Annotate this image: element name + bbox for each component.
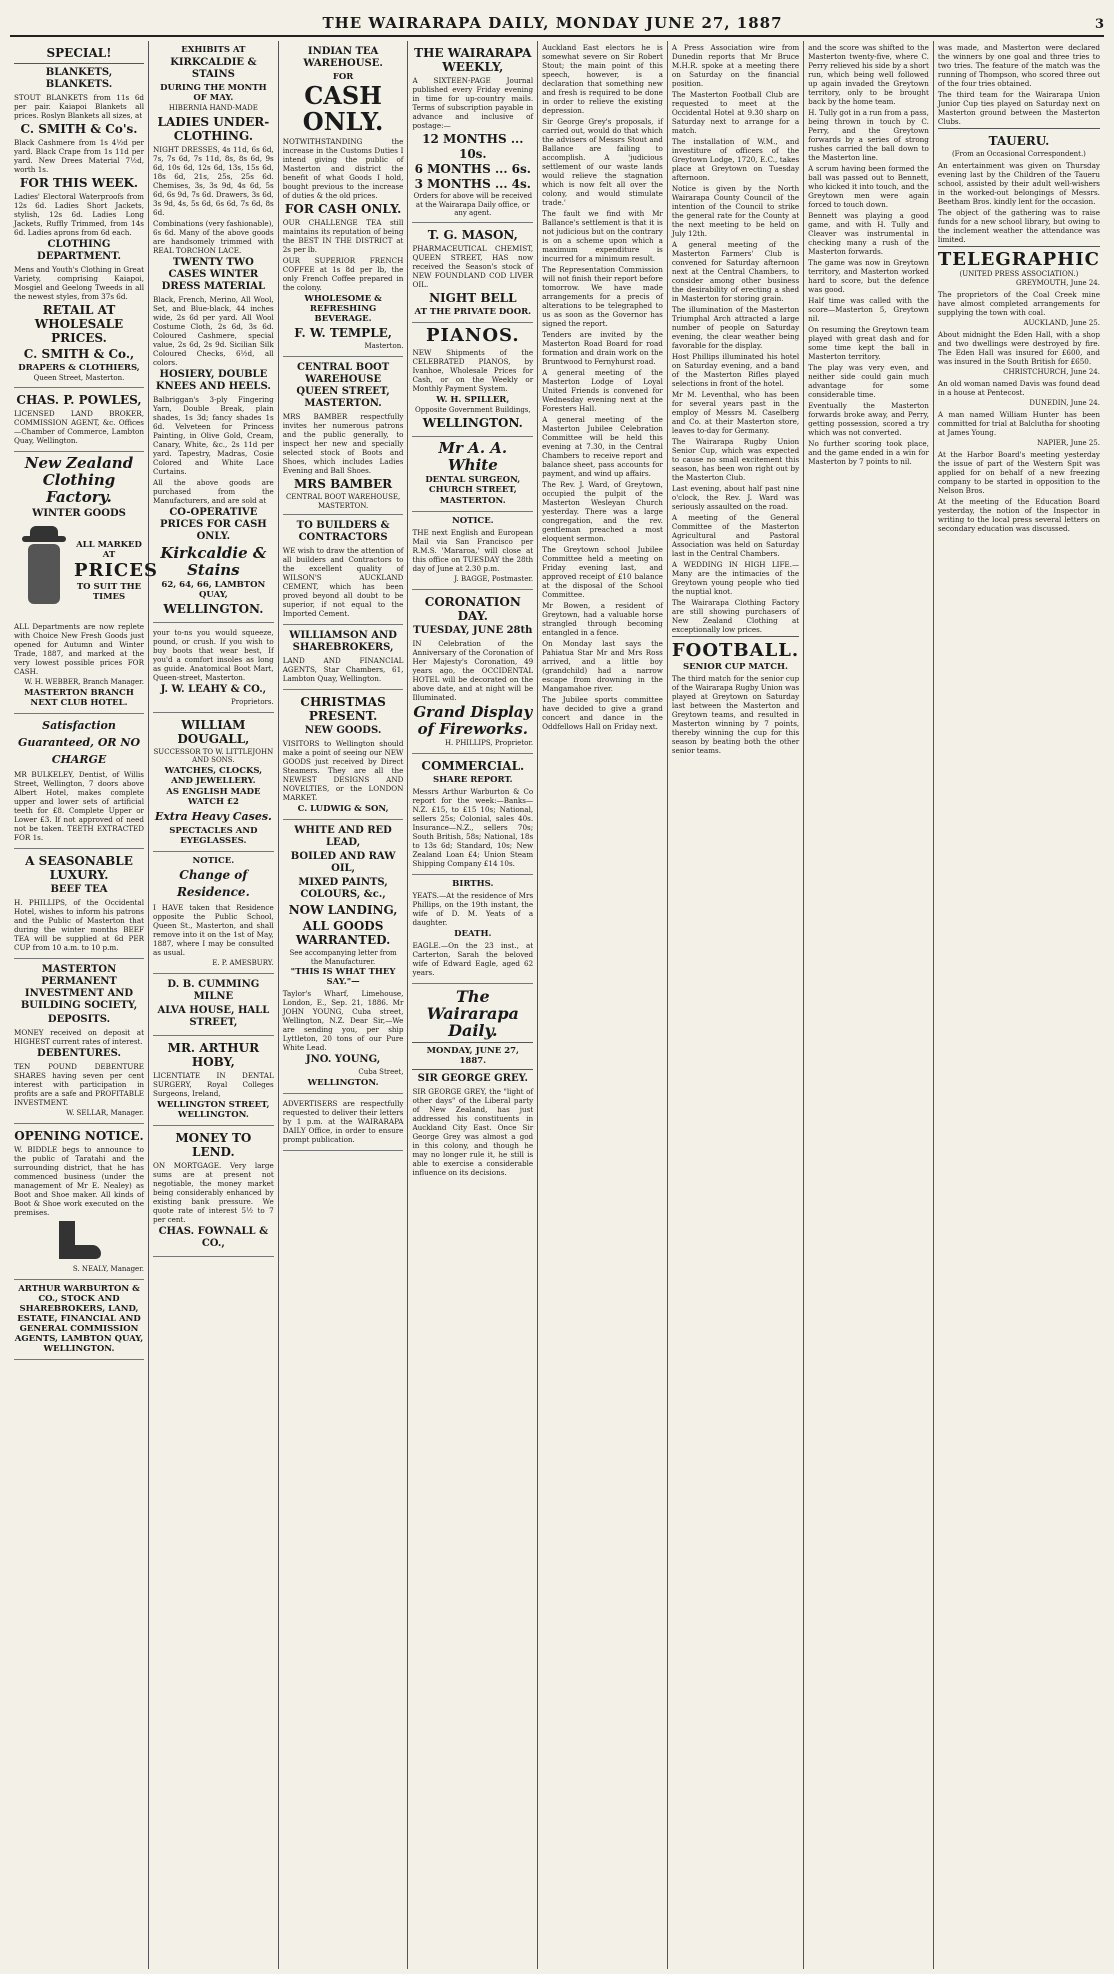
- tauru-section: [938, 128, 1100, 159]
- exhibits: EXHIBITS AT: [181, 45, 246, 55]
- kirkcaldie-heading: KIRKCALDIE & STAINS: [170, 57, 257, 80]
- cooperative-heading: CO-OPERATIVE PRICES FOR CASH ONLY.: [159, 506, 267, 542]
- suit-times: TO SUIT THE TIMES: [76, 581, 142, 602]
- dougall-name: WILLIAM DOUGALL,: [177, 717, 250, 746]
- daily-logo: The Wairarapa Daily.: [426, 987, 519, 1040]
- col5-para-12: The Jubilee sports committee have decided to give a grand concert and dance in the Oddfellows Hall on Friday next.: [542, 695, 663, 731]
- opening-heading: OPENING NOTICE.: [14, 1128, 144, 1143]
- for-cash-heading: FOR CASH ONLY.: [284, 202, 402, 216]
- williamson-ad: [283, 625, 404, 690]
- col7-para-1: and the score was shifted to the Masterton twenty-five, where C. Perry relieved his side by a short run, which being well followed up again invaded the Greytown territory, only to be brought back by the home team.: [808, 43, 929, 106]
- clothing-text: Mens and Youth's Clothing in Great Variety, comprising Kaiapoi, Mosgiel and Geelong Tweeds in all the newest styles, from 37s 6d.: [14, 265, 144, 301]
- biddle-text: W. BIDDLE begs to announce to the public of Taratahi and the surrounding district, that he has commenced business (under the management of Mr E. Nealey) as Boot and Shoe maker. All kinds of Boot & Shoe work executed on the premises.: [14, 1144, 144, 1217]
- blankets-heading: BLANKETS, BLANKETS.: [45, 67, 113, 90]
- special-heading: SPECIAL!: [46, 46, 112, 60]
- rate-1: 12 MONTHS ... 10s.: [422, 132, 524, 161]
- col7-para-5: The game was now in Greytown territory, and Masterton worked hard to score, but the defence was good.: [808, 258, 929, 294]
- succeeding-line: SUCCESSOR TO W. LITTLEJOHN AND SONS.: [153, 747, 274, 764]
- warburton-text: ARTHUR WARBURTON & CO., STOCK AND SHAREBROKERS, LAND, ESTATE, FINANCIAL AND GENERAL COMMISSION AGENTS, LAMBTON QUAY, WELLINGTON.: [14, 1283, 144, 1354]
- col8-para-2: The third team for the Wairarapa Union Junior Cup ties played on Saturday next on Masterton ground between the Masterton Clubs.: [937, 90, 1100, 126]
- extra-heavy: Extra Heavy Cases.: [154, 809, 272, 823]
- money-text: ON MORTGAGE. Very large sums are at present not negotiable, the money market being considerably enhanced by existing bank pressure. We quote rate of interest 5½ to 7 per cent.: [153, 1160, 274, 1224]
- white-name: Mr A. A. White: [438, 439, 508, 474]
- football-text: The third match for the senior cup of the Wairarapa Rugby Union was played at Greytown on Saturday last between the Masterton and Greytown teams, and resulted in Masterton winning by 7 points, thereby winning the cup for this season by beating both the other senior teams.: [671, 674, 800, 755]
- queen-street-line: Queen Street, Masterton.: [33, 374, 125, 382]
- column-6: [668, 41, 804, 1969]
- lead-ad: [283, 820, 404, 1094]
- lambton-line: 62, 64, 66, LAMBTON QUAY,: [161, 579, 266, 600]
- napier-text-2: At the meeting of the Education Board yesterday, the notion of the Inspector in writing to the local press several letters on secondary education was discussed.: [937, 497, 1100, 533]
- column-3: [279, 41, 409, 1969]
- kirkcaldie-logo: Kirkcaldie & Stains: [160, 543, 267, 579]
- debentures-heading: DEBENTURES.: [37, 1047, 121, 1059]
- death-text: EAGLE.—On the 23 inst., at Carterton, Sarah the beloved wife of Edward Eagle, aged 62 years.: [412, 941, 534, 977]
- letter-text: Taylor's Wharf, Limehouse, London, E., Sep. 21, 1886. Mr JOHN YOUNG, Cuba street, Wellington, N.Z. Dear Sir,—We are sending you, per ship Lyttleton, 20 tons of our Pure White Lead.: [282, 989, 404, 1052]
- col6-para-11: A meeting of the General Committee of the Masterton Agricultural and Pastoral Association was held on Saturday last in the Central Chambers.: [671, 513, 800, 558]
- column-7: [804, 41, 934, 1969]
- central-boot-heading: CENTRAL BOOT WAREHOUSE QUEEN STREET, MASTERTON.: [296, 362, 390, 409]
- notice-heading: NOTICE.: [192, 855, 235, 866]
- orders-text: Orders for above will be received at the Wairarapa Daily office, or any agent.: [413, 192, 533, 217]
- tuesday-line: TUESDAY, JUNE 28th: [413, 625, 533, 636]
- smith-name: C. SMITH & Co's.: [20, 122, 138, 136]
- cumming-ad: [153, 974, 274, 1036]
- warburton-ad: [14, 1280, 144, 1360]
- society-heading: MASTERTON PERMANENT INVESTMENT AND BUILDING SOCIETY,: [20, 963, 138, 1011]
- col5-para-9: The Greytown school Jubilee Committee held a meeting on Friday evening last, and approved receipt of £10 balance at the disposal of the School Committee.: [542, 545, 663, 599]
- rate-3: 3 MONTHS ... 4s.: [414, 177, 531, 191]
- powles-text: LICENSED LAND BROKER, COMMISSION AGENT, &c. Offices—Chamber of Commerce, Lambton Quay, Wellington.: [14, 408, 144, 445]
- greymouth-text: The proprietors of the Coal Creek mine have almost completed arrangements for supplying the town with coal.: [937, 290, 1100, 317]
- col6-para-7: Host Phillips illuminated his hotel on Saturday evening, and a band of the Masterton Rifles played selections in front of the hotel.: [671, 352, 800, 388]
- cuba-street: Cuba Street,: [358, 1068, 404, 1076]
- col5-para-10: Mr Bowen, a resident of Greytown, had a valuable horse strangled through becoming entangled in a fence.: [542, 601, 663, 637]
- col7-para-10: No further scoring took place, and the game ended in a win for Masterton by 7 points to nil.: [808, 439, 929, 466]
- col6-para-9: The Wairarapa Rugby Union Senior Cup, which was expected to cause no small excitement this season, has been won right out by the Masterton Club.: [671, 437, 800, 482]
- retail-heading: RETAIL AT WHOLESALE PRICES.: [34, 303, 124, 345]
- mail-notice: [412, 512, 533, 590]
- pianos-text: NEW Shipments of the CELEBRATED PIANOS, by Ivanhoe, Wholesale Prices for Cash, or on the Weekly or Monthly Payment System.: [412, 347, 534, 393]
- col6-para-6: The illumination of the Masterton Triumphal Arch attracted a large number of people on Saturday evening, the clear weather being favorable for the display.: [671, 305, 800, 350]
- col7-para-4: Bennett was playing a good game, and with H. Tully and Cleaver was instrumental in checking many a rush of the Masterton forwards.: [808, 211, 929, 256]
- alva-house: ALVA HOUSE, HALL STREET,: [157, 1004, 270, 1028]
- notices-section: [412, 875, 533, 984]
- telegraphic-heading: TELEGRAPHIC: [937, 248, 1100, 270]
- week-text: Ladies' Electoral Waterproofs from 12s 6d. Ladies Short Jackets, stylish, 12s 6d. Ladies Long Jackets, Ruffly Trimmed, from 14s 6d. Ladies aprons from 6d each.: [14, 192, 144, 237]
- crapes-text: Black Cashmere from 1s 4½d per yard. Black Crape from 1s 11d per yard. New Drees Material 7½d, worth 1s.: [14, 138, 144, 174]
- debentures-text: TEN POUND DEBENTURE SHARES having seven per cent interest with participation in profits are a safe and PROFITABLE INVESTMENT.: [14, 1061, 144, 1107]
- residence-ad: [153, 852, 274, 974]
- hosiery-text: Balbriggan's 3-ply Fingering Yarn, Double Break, plain shades, 1s 3d; fancy shades 1s 6d. Velveteen for Princess Painting, in Olive Gold, Cream, Canary, White, &c., 2s 11d per yard. Tapestry, Madras, Cosie Colored and White Lace Curtains.: [153, 394, 274, 476]
- all-above-text: All the above goods are purchased from the Manufacturers, and are sold at: [153, 477, 274, 505]
- williamson-heading: WILLIAMSON AND SHAREBROKERS,: [289, 630, 397, 653]
- pianos-heading: PIANOS.: [425, 324, 520, 346]
- winter-goods: WINTER GOODS: [32, 507, 126, 519]
- col5-para-8: The Rev. J. Ward, of Greytown, occupied the pulpit of the Masterton Wesleyan Church yesterday. There was a large congregation, and the rev. gentleman preached a most eloquent sermon.: [542, 480, 663, 543]
- advertisers-text: ADVERTISERS are respectfully requested to deliver their letters by 1 p.m. at the WAIRARAPA DAILY Office, in order to ensure prompt publication.: [282, 1099, 404, 1144]
- builders-heading: TO BUILDERS & CONTRACTORS: [296, 520, 390, 543]
- napier-dateline: NAPIER, June 25.: [1037, 439, 1100, 447]
- hoby-text: LICENTIATE IN DENTAL SURGERY, Royal Colleges Surgeons, Ireland,: [153, 1070, 274, 1098]
- leahy-text: your to-ns you would squeeze, pound, or crush. If you wish to buy boots that wear best, If you'd a comfort insoles as long as guide. Anatomical Boot Mart, Queen-street, Masterton.: [153, 627, 274, 682]
- column-5: [538, 41, 668, 1969]
- boot-icon: [49, 1221, 109, 1261]
- hoby-loc: WELLINGTON STREET, WELLINGTON.: [157, 1099, 270, 1120]
- share-text: Messrs Arthur Warburton & Co report for the week:—Banks—N.Z. £15, to £15 10s; National, sellers 25s; Colonial, sales 40s. Insurance—N.Z., sellers 70s; South British, 58s; National, 18s to 13s 6d; Standard, 10s; New Zealand Loan £4; Union Steam Shipping Company £14 10s.: [412, 787, 534, 868]
- weekly-heading: THE WAIRARAPA WEEKLY,: [414, 46, 532, 74]
- dunedin-dateline: DUNEDIN, June 24.: [1029, 399, 1100, 407]
- fireworks-heading: Grand Display of Fireworks.: [413, 703, 533, 738]
- column-4: [408, 41, 538, 1969]
- money-ad: [153, 1126, 274, 1257]
- clothing-dept-heading: CLOTHING DEPARTMENT.: [37, 239, 121, 262]
- spiller-name: W. H. SPILLER,: [436, 394, 510, 405]
- col6-para-3: The installation of W.M., and investiture of officers of the Greytown Lodge, 1720, E.C., takes place at Greytown on Tuesday afternoon.: [671, 137, 800, 182]
- wellington-2: WELLINGTON.: [422, 416, 523, 430]
- nz-factory-line1: New Zealand: [24, 453, 134, 472]
- beef-tea-ad: [14, 849, 144, 959]
- ladies-under-heading: LADIES UNDER-CLOTHING.: [157, 114, 270, 143]
- dunedin-text: A man named William Hunter has been committed for trial at Balclutha for shooting at James Young.: [937, 410, 1100, 437]
- col7-para-8: The play was very even, and neither side could gain much advantage for some considerable time.: [808, 363, 929, 399]
- sir-george-heading: SIR GEORGE GREY.: [417, 1073, 528, 1084]
- hoby-name: MR. ARTHUR HOBY,: [167, 1040, 260, 1069]
- united-press: (UNITED PRESS ASSOCIATION.): [959, 269, 1079, 278]
- masthead: [10, 6, 1104, 37]
- kirkcaldie-ad: [153, 41, 274, 623]
- deposits-text: MONEY received on deposit at HIGHEST current rates of interest.: [14, 1027, 144, 1046]
- powles-ad: [14, 388, 144, 452]
- white-ad: [412, 437, 533, 512]
- temple-name: F. W. TEMPLE,: [294, 326, 392, 340]
- this-what: "THIS IS WHAT THEY SAY."—: [290, 967, 396, 987]
- temple-loc: Masterton.: [364, 342, 404, 350]
- cement-ad: [283, 515, 404, 625]
- weekly-ad: [412, 41, 533, 223]
- residence-text: I HAVE taken that Residence opposite the Public School, Queen St., Masterton, and shall remove into it on the 1st of May, 1887, where I may be consulted as usual.: [153, 902, 274, 957]
- phillips-sign: H. PHILLIPS, Proprietor.: [444, 739, 534, 747]
- beef-tea-heading: BEEF TEA: [50, 883, 108, 895]
- share-report-heading: SHARE REPORT.: [432, 775, 513, 785]
- col5-para-6: A general meeting of the Masterton Lodge of Loyal United Friends is convened for Wednesday evening next at the Foresters Hall.: [542, 368, 663, 413]
- col7-para-3: A scrum having been formed the ball was passed out to Bennett, who kicked it into touch, and the Greytown men were again forced to touch down.: [808, 164, 929, 209]
- white-lead: WHITE AND RED LEAD,: [294, 825, 392, 848]
- spectacles-line: SPECTACLES AND EYEGLASSES.: [169, 825, 258, 846]
- hosiery-heading: HOSIERY, DOUBLE KNEES AND HEELS.: [155, 368, 271, 392]
- christmas-heading: CHRISTMAS PRESENT.: [300, 695, 386, 723]
- dentist-text: MR BULKELEY, Dentist, of Willis Street, Wellington, 7 doors above Albert Hotel, makes complete upper and lower sets of artificial teeth for £8. Complete Upper or Lower £3. If not approved of need not be taken. TEETH EXTRACTED FOR 1s.: [14, 769, 144, 842]
- births-heading: BIRTHS.: [452, 879, 494, 889]
- tauru-heading: TAUERU.: [988, 134, 1050, 148]
- col6-para-12: A WEDDING IN HIGH LIFE.—Many are the intimacies of the Greytown young people who tied the nuptial knot.: [671, 560, 800, 596]
- phillips-text: H. PHILLIPS, of the Occidental Hotel, wishes to inform his patrons and the Public of Masterton that during the winter months BEEF TEA will be supplied at 6d PER CUP from 10 a.m. to 10 p.m.: [14, 897, 144, 952]
- factory-text: ALL Departments are now replete with Choice New Fresh Goods just opened for Autumn and Winter Trade, 1887, and marked at the very lowest possible prices FOR CASH.: [14, 621, 144, 676]
- col6-para-5: A general meeting of the Masterton Farmers' Club is convened for Saturday afternoon next at the Central Chambers, to consider among other business the desirability of erecting a shed in Masterton for storing grain.: [671, 240, 800, 303]
- opening-notice-ad: [14, 1124, 144, 1280]
- auckland-text: About midnight the Eden Hall, with a shop and two dwellings were destroyed by fire. The Eden Hall was insured for £600, and was insured in the South British for £650.: [937, 330, 1100, 366]
- advertisers-notice: [283, 1094, 404, 1151]
- postmaster-sign: J. BAGGE, Postmaster.: [454, 575, 534, 583]
- all-goods: ALL GOODS WARRANTED.: [295, 919, 391, 947]
- sellar-sign: W. SELLAR, Manager.: [66, 1108, 144, 1117]
- masthead-title: THE WAIRARAPA DAILY, MONDAY JUNE 27, 1887: [322, 14, 783, 32]
- auckland-dateline: AUCKLAND, June 25.: [1023, 319, 1100, 327]
- coronation-heading: CORONATION DAY.: [424, 595, 521, 623]
- christchurch-dateline: CHRISTCHURCH, June 24.: [1003, 368, 1100, 376]
- coronation-ad: [412, 590, 533, 754]
- tea-ad: [283, 41, 404, 357]
- christchurch-text: An old woman named Davis was found dead in a house at Pentecost.: [937, 379, 1100, 397]
- deposits-heading: DEPOSITS.: [47, 1013, 111, 1025]
- hibernia: HIBERNIA HAND-MADE: [168, 104, 258, 112]
- col6-para-8: Mr M. Leventhal, who has been for several years past in the employ of Messrs M. Caselberg and Co. at their Masterton store, leaves to-day for Germany.: [671, 390, 800, 435]
- col8-para-1: was made, and Masterton were declared the winners by one goal and three tries to two tries. The feature of the match was the running of Thompson, who scored three out of the four tries obtained.: [937, 43, 1100, 88]
- col5-para-5: Tenders are invited by the Masterton Road Board for road formation and drain work on the Bruntwood to Fernyhurst road.: [542, 330, 663, 366]
- senior-cup-heading: SENIOR CUP MATCH.: [683, 662, 788, 672]
- new-goods-heading: NEW GOODS.: [304, 725, 382, 736]
- col7-para-7: On resuming the Greytown team played with great dash and for some time kept the ball in Masterton territory.: [808, 325, 929, 361]
- cash-only-heading: CASH ONLY.: [302, 81, 384, 136]
- col7-para-9: Eventually the Masterton forwards broke away, and Perry, getting possession, scored a try which was not converted.: [808, 401, 929, 437]
- for-this-week-heading: FOR THIS WEEK.: [19, 176, 139, 190]
- new-goods-text: VISITORS to Wellington should make a point of seeing our NEW GOODS just received by Direct Steamers. They are all the NEWEST DESIGNS AND NOVELTIES, or the LONDON MARKET.: [282, 739, 404, 802]
- col7-para-6: Half time was called with the score—Masterton 5, Greytown nil.: [808, 296, 929, 323]
- smith-name-2: C. SMITH & Co.,: [23, 347, 135, 361]
- column-1: [10, 41, 158, 1969]
- next-club: MASTERTON BRANCH NEXT CLUB HOTEL.: [24, 687, 134, 708]
- watches-line: WATCHES, CLOCKS, AND JEWELLERY.: [164, 765, 263, 786]
- bamber-name: MRS BAMBER: [294, 477, 393, 491]
- divider: [412, 1042, 533, 1043]
- fownall-name: CHAS. FOWNALL & CO.,: [158, 1225, 269, 1249]
- page-number: 3: [1094, 17, 1104, 32]
- mixed-paints: MIXED PAINTS, COLOURS, &c.,: [298, 877, 388, 900]
- seasonable-heading: A SEASONABLE LUXURY.: [25, 853, 133, 882]
- young-wellington: WELLINGTON.: [307, 1078, 379, 1088]
- coronation-text: IN Celebration of the Anniversary of the Coronation of Her Majesty's Coronation, 49 years ago, the OCCIDENTAL HOTEL will be decorated on the above date, and at night will be Illuminated.: [412, 639, 534, 702]
- dress-heading: TWENTY TWO CASES WINTER DRESS MATERIAL: [161, 256, 266, 292]
- smith-ad: [14, 41, 144, 388]
- satisfaction-heading: Satisfaction Guaranteed, OR NO CHARGE: [17, 718, 141, 766]
- col7-para-2: H. Tully got in a run from a pass, being thrown in touch by C. Perry, and the Greytown forwards by a series of strong rushes carried the ball down to the Masterton line.: [808, 108, 929, 162]
- williamson-text: LAND AND FINANCIAL AGENTS, Star Chambers, 61, Lambton Quay, Wellington.: [282, 656, 404, 683]
- col6-para-4: Notice is given by the North Wairarapa County Council of the intention of the Council to strike the general rate for the County at the next meeting to be held on July 12th.: [671, 184, 800, 238]
- rate-2: 6 MONTHS ... 6s.: [414, 162, 531, 176]
- wholesome-line: WHOLESOME & REFRESHING BEVERAGE.: [304, 294, 382, 324]
- money-heading: MONEY TO LEND.: [175, 1130, 252, 1159]
- dress-text: Black, French, Merino, All Wool, Set, and Blue-black, 44 inches wide, 2s 6d per yard. All Wool Costume Cloth, 2s 6d, 3s 6d. Coloured Cashmere, special value, 2s 6d, 2s 9d. Sicilian Silk Coloured Checks, 6½d, all colors.: [153, 294, 274, 367]
- hoby-ad: [153, 1036, 274, 1126]
- dental-surgeon: DENTAL SURGEON, CHURCH STREET,: [425, 475, 521, 495]
- column-8: [934, 41, 1104, 1969]
- mason-text: PHARMACEUTICAL CHEMIST, QUEEN STREET, HAS now received the Season's stock of NEW FOUNDLAND COD LIVER OIL.: [412, 243, 534, 289]
- editorial-section: [412, 984, 533, 1177]
- combination-text: Combinations (very fashionable), 6s 6d. Many of the above goods are handsomely trimmed with REAL TORCHON LACE.: [153, 218, 274, 255]
- commercial-section: [412, 754, 533, 875]
- indian-tea-heading: INDIAN TEA WAREHOUSE.: [303, 46, 383, 69]
- change-residence: Change of Residence.: [176, 867, 250, 899]
- napier-text: At the Harbor Board's meeting yesterday the issue of part of the Western Spit was applied for on behalf of a new freezing company to be started in opposition to the Nelson Bros.: [937, 450, 1100, 495]
- columns: [10, 41, 1104, 1969]
- tauru-text-2: The object of the gathering was to raise funds for a new school library, but owing to the inclement weather the attendance was limited.: [937, 207, 1100, 244]
- for-word: FOR: [332, 72, 354, 82]
- factory-figure-row: [14, 522, 158, 620]
- weekly-text: A SIXTEEN-PAGE Journal published every Friday evening in time for up-country mails. Terms of subscription payable in advance and inclusive of postage:—: [412, 76, 534, 130]
- prices-word: PRICES: [74, 559, 158, 581]
- under-text: NIGHT DRESSES, 4s 11d, 6s 6d, 7s, 7s 6d, 7s 11d, 8s, 8s 6d, 9s 6d, 10s 6d, 12s 6d, 13s, 15s 6d, 18s 6d, 21s, 25s, 25s 6d. Chemises, 3s, 3s 9d, 4s 6d, 5s 6d, 6s 9d, 7s 6d. Drawers, 3s 6d, 3s 9d, 4s, 5s 6d, 6s 6d, 7s 6d, 8s 6d.: [153, 144, 274, 217]
- mason-ad: [412, 223, 533, 323]
- webber-sign: W. H. WEBBER, Branch Manager.: [24, 677, 144, 686]
- wellington-line: WELLINGTON.: [163, 601, 264, 616]
- greymouth-dateline: GREYMOUTH, June 24.: [1016, 279, 1100, 287]
- now-landing: NOW LANDING,: [288, 903, 398, 917]
- date-line: MONDAY, JUNE 27, 1887.: [426, 1046, 520, 1066]
- births-text: YEATS.—At the residence of Mrs Phillips, on the 19th instant, the wife of D. M. Yeats of a daughter.: [412, 891, 534, 927]
- builders-text: WE wish to draw the attention of all builders and Contractors to the excellent quality of WILSON'S AUCKLAND CEMENT, which has been proved beyond all doubt to be superior, if not equal to the Imported Cement.: [282, 546, 404, 618]
- col5-para-3: The fault we find with Mr Ballance's settlement is that it is not judicious but on the contrary is on a scheme upon which a maximum expenditure is incurred for a minimum result.: [542, 209, 663, 263]
- factory-side-text: [74, 539, 158, 603]
- proprietors-sign: Proprietors.: [231, 697, 274, 706]
- tea-text: NOTWITHSTANDING the increase in the Customs Duties I intend giving the public of Masterton and district the benefit of what Goods I hold, bought previous to the increase of duties & the old prices.: [282, 137, 404, 200]
- drapers-line: DRAPERS & CLOTHIERS,: [18, 363, 140, 373]
- young-name: JNO. YOUNG,: [305, 1054, 381, 1065]
- leahy-name: J. W. LEAHY & CO.,: [160, 683, 267, 695]
- death-heading: DEATH.: [454, 929, 492, 939]
- divider: [412, 1069, 533, 1070]
- masterton-line: MASTERTON.: [439, 496, 506, 506]
- col5-para-4: The Representation Commission will not finish their report before tomorrow. We have made arrangements for a precis of alterations to be telegraphed to us as soon as the Governor has signed the report.: [542, 265, 663, 328]
- blankets-text: STOUT BLANKETS from 11s 6d per pair. Kaiapoi Blankets all prices. Roslyn Blankets all sizes, at: [14, 93, 144, 120]
- all-marked: ALL MARKED AT: [76, 539, 142, 560]
- telegraphic-section: [938, 246, 1100, 279]
- boiled-oil: BOILED AND RAW OIL,: [290, 851, 396, 874]
- dentist-ad: [14, 714, 144, 849]
- col5-para-7: A general meeting of the Masterton Jubilee Celebration Committee will be held this evening at 7.30, in the Central Chambers to receive report and balance sheet, pass accounts for payment, and wind up affairs.: [542, 415, 663, 478]
- col5-para-1: Auckland East electors he is somewhat severe on Sir Robert Stout; the main point of this speech, however, is a declaration that something new and fresh is required to be done in order to relieve the existing depression.: [542, 43, 663, 115]
- opposite-line: Opposite Government Buildings,: [414, 405, 531, 414]
- wood-sons: C. LUDWIG & SON,: [297, 804, 389, 814]
- notice-heading-2: NOTICE.: [451, 516, 494, 526]
- commercial-heading: COMMERCIAL.: [421, 759, 525, 773]
- building-society-ad: [14, 959, 144, 1124]
- powles-name: CHAS. P. POWLES,: [16, 392, 142, 407]
- english-watch: AS ENGLISH MADE WATCH £2: [166, 786, 261, 807]
- leahy-ad: [153, 623, 274, 713]
- football-section: [672, 636, 799, 672]
- amesbury-sign: E. P. AMESBURY.: [212, 958, 274, 967]
- pianos-ad: [412, 323, 533, 438]
- gentleman-figure-icon: [14, 526, 74, 616]
- nealey-sign: S. NEALY, Manager.: [72, 1264, 144, 1273]
- col6-para-13: The Wairarapa Clothing Factory are still showing purchasers of New Zealand Clothing at exceptionally low prices.: [671, 598, 800, 634]
- challenge-text: OUR CHALLENGE TEA still maintains its reputation of being the BEST IN THE DISTRICT at 2s per lb.: [282, 218, 404, 254]
- mason-name: T. G. MASON,: [427, 227, 518, 242]
- during-month: DURING THE MONTH OF MAY.: [160, 83, 267, 103]
- bamber-text: MRS BAMBER respectfully invites her numerous patrons and the public generally, to inspect her new and specially selected stock of Boots and Shoes, which includes Ladies Evening and Ball Shoes.: [282, 412, 404, 475]
- clothing-factory-ad: [14, 452, 158, 714]
- col6-para-2: The Masterton Football Club are requested to meet at the Occidental Hotel at 9.30 sharp on Saturday next to arrange for a match.: [671, 90, 800, 135]
- col6-para-1: A Press Association wire from Dunedin reports that Mr Bruce M.H.R. spoke at a meeting there on Saturday on the financial position.: [671, 43, 800, 88]
- night-bell: NIGHT BELL: [429, 290, 517, 305]
- private-door: AT THE PRIVATE DOOR.: [414, 306, 532, 317]
- see-accompanying: See accompanying letter from the Manufacturer.: [289, 949, 397, 966]
- col5-para-2: Sir George Grey's proposals, if carried out, would do that which the advisers of Messrs Stout and Ballance are failing to accomplish. A 'judicious settlement of our waste lands would relieve the stagnation which is now felt all over the colony, and would stimulate trade.': [542, 117, 663, 207]
- christmas-ad: [283, 690, 404, 820]
- divider: [14, 63, 144, 64]
- dougall-ad: [153, 713, 274, 852]
- col6-para-10: Last evening, about half past nine o'clock, the Rev. J. Ward was seriously assaulted on the road.: [671, 484, 800, 511]
- football-heading: FOOTBALL.: [671, 640, 800, 661]
- cumming-name: D. B. CUMMING MILNE: [167, 978, 260, 1002]
- nz-factory-line2: Clothing Factory.: [42, 470, 116, 506]
- col5-para-11: On Monday last says the Pahiatua Star Mr and Mrs Ross arrived, and a little boy (grandchild) had a narrow escape from drowning in the Mangamahoe river.: [542, 639, 663, 693]
- tauru-text: An entertainment was given on Thursday evening last by the Children of the Taueru school, assisted by their adult well-wishers in the worked-out belongings of Messrs. Beetham Bros. kindly lent for the occasion.: [937, 160, 1100, 206]
- bamber-ad: [283, 357, 404, 515]
- column-2: [149, 41, 279, 1969]
- notice-text: THE next English and European Mail via San Francisco per R.M.S. 'Mararoa,' will close at this office on TUESDAY the 28th day of June at 2.30 p.m.: [412, 528, 534, 573]
- bamber-loc: CENTRAL BOOT WAREHOUSE, MASTERTON.: [285, 493, 401, 510]
- coffee-text: OUR SUPERIOR FRENCH COFFEE at 1s 8d per lb, the only French Coffee prepared in the colony.: [282, 256, 404, 292]
- tauru-sub: (From an Occasional Correspondent.): [951, 150, 1086, 158]
- grey-text: SIR GEORGE GREY, the "light of other days" of the Liberal party of New Zealand, has just addressed his constituents in Auckland City East. Once Sir George Grey was almost a god in this colony, and though he may no longer rule it, he still is able to exercise a considerable influence on its decisions.: [412, 1087, 534, 1177]
